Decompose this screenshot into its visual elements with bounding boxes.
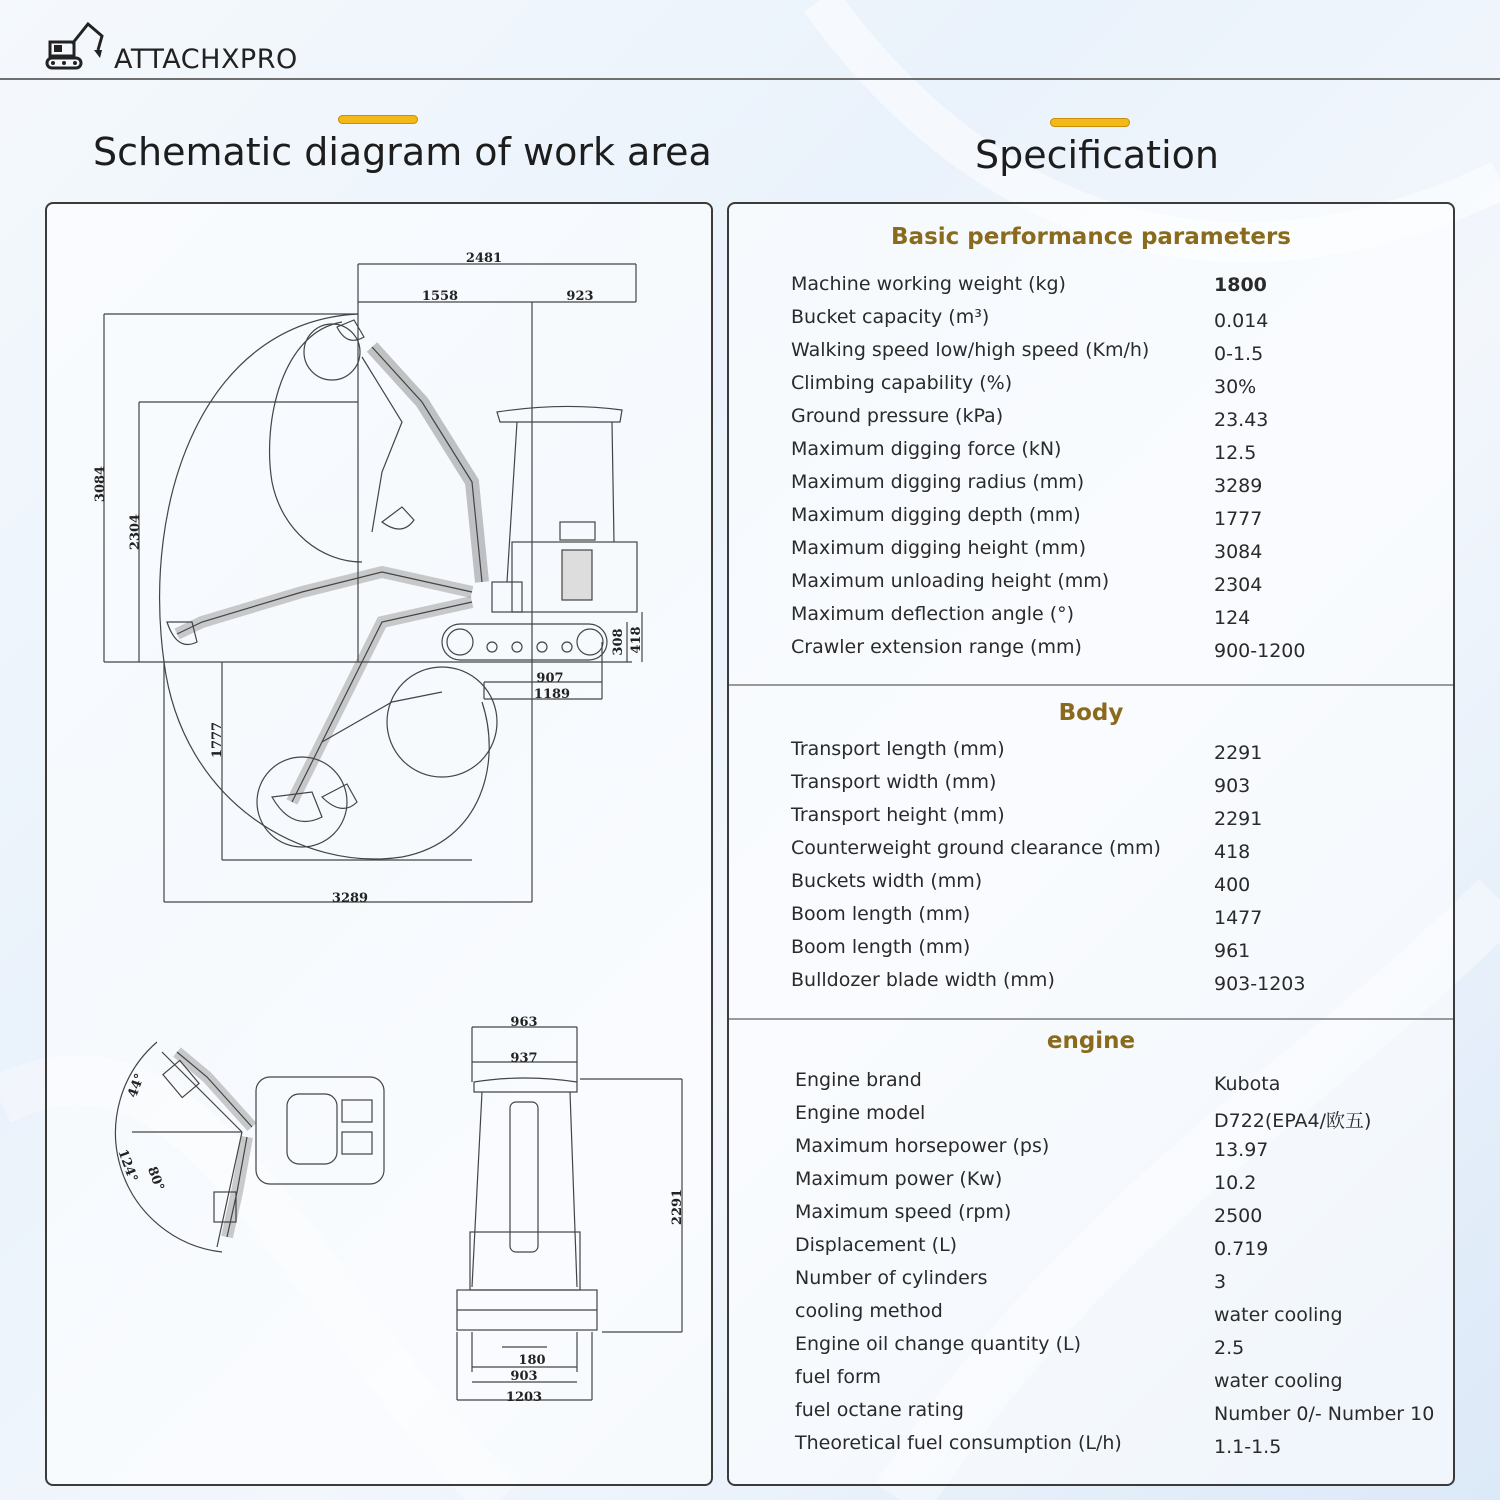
- spec-label: Maximum horsepower (ps): [795, 1135, 1050, 1157]
- spec-label: Engine model: [795, 1102, 926, 1124]
- spec-row: [729, 636, 1453, 669]
- angle-label: 44°: [125, 1071, 148, 1100]
- dim-label: 1189: [533, 687, 571, 702]
- right-title-accent: [1050, 118, 1130, 127]
- spec-row: [729, 1300, 1453, 1333]
- section-title-engine: engine: [1046, 1028, 1136, 1054]
- spec-row: [729, 903, 1453, 936]
- spec-label: Maximum speed (rpm): [795, 1201, 1012, 1223]
- dim-label: 180: [518, 1353, 546, 1368]
- spec-label: Maximum digging radius (mm): [791, 471, 1085, 493]
- spec-value: 3: [1214, 1271, 1227, 1293]
- spec-label: Climbing capability (%): [791, 372, 1013, 394]
- dim-label: 2291: [670, 1188, 685, 1226]
- spec-value: 10.2: [1214, 1172, 1257, 1194]
- excavator-icon: [44, 18, 106, 74]
- spec-row: [729, 969, 1453, 1002]
- spec-label: Buckets width (mm): [791, 870, 983, 892]
- dim-label: 963: [510, 1015, 538, 1030]
- dim-label: 418: [629, 626, 644, 654]
- spec-value: 418: [1214, 841, 1251, 863]
- spec-row: [729, 1135, 1453, 1168]
- spec-row: [729, 438, 1453, 471]
- spec-label: Transport width (mm): [791, 771, 997, 793]
- spec-label: Transport height (mm): [791, 804, 1005, 826]
- angle-label: 80°: [144, 1164, 167, 1193]
- spec-row: [729, 1432, 1453, 1465]
- spec-row: [729, 1267, 1453, 1300]
- spec-label: Boom length (mm): [791, 903, 971, 925]
- section-title-body: Body: [1058, 700, 1124, 726]
- spec-row: [729, 273, 1453, 306]
- spec-row: [729, 804, 1453, 837]
- spec-value: 13.97: [1214, 1139, 1269, 1161]
- spec-label: Number of cylinders: [795, 1267, 988, 1289]
- spec-label: Crawler extension range (mm): [791, 636, 1082, 658]
- spec-row: [729, 837, 1453, 870]
- spec-value: 1.1-1.5: [1214, 1436, 1282, 1458]
- spec-value: 124: [1214, 607, 1251, 629]
- spec-row: [729, 1168, 1453, 1201]
- spec-row: [729, 1201, 1453, 1234]
- spec-label: Theoretical fuel consumption (L/h): [795, 1432, 1122, 1454]
- dim-label: 937: [510, 1051, 538, 1066]
- spec-value: 23.43: [1214, 409, 1269, 431]
- spec-row: [729, 405, 1453, 438]
- spec-value: 2291: [1214, 808, 1263, 830]
- spec-label: Machine working weight (kg): [791, 273, 1066, 295]
- spec-label: Engine brand: [795, 1069, 922, 1091]
- spec-value: 0.719: [1214, 1238, 1269, 1260]
- spec-value: 2304: [1214, 574, 1263, 596]
- spec-label: fuel form: [795, 1366, 882, 1388]
- section-divider: [729, 1018, 1453, 1020]
- spec-value: 30%: [1214, 376, 1257, 398]
- spec-value: 903: [1214, 775, 1251, 797]
- spec-value: Number 0/- Number 10: [1214, 1403, 1435, 1425]
- spec-label: Counterweight ground clearance (mm): [791, 837, 1161, 859]
- spec-label: Maximum deflection angle (°): [791, 603, 1075, 625]
- spec-row: [729, 1234, 1453, 1267]
- spec-value: water cooling: [1214, 1304, 1343, 1326]
- spec-row: [729, 1399, 1453, 1432]
- schematic-panel: [45, 202, 713, 1486]
- spec-row: [729, 1333, 1453, 1366]
- spec-label: Maximum power (Kw): [795, 1168, 1003, 1190]
- dim-label: 308: [611, 628, 626, 656]
- spec-value: 1477: [1214, 907, 1263, 929]
- header: [0, 0, 1500, 80]
- spec-value: D722(EPA4/欧五): [1214, 1110, 1372, 1132]
- spec-row: [729, 339, 1453, 372]
- spec-value: 2500: [1214, 1205, 1263, 1227]
- spec-row: [729, 504, 1453, 537]
- spec-label: Displacement (L): [795, 1234, 958, 1256]
- spec-row: [729, 306, 1453, 339]
- spec-label: Transport length (mm): [791, 738, 1005, 760]
- specification-panel: [727, 202, 1455, 1486]
- spec-row: [729, 471, 1453, 504]
- spec-label: Engine oil change quantity (L): [795, 1333, 1082, 1355]
- spec-label: Bucket capacity (m³): [791, 306, 990, 328]
- spec-value: 12.5: [1214, 442, 1257, 464]
- spec-label: Walking speed low/high speed (Km/h): [791, 339, 1150, 361]
- header-divider: [0, 78, 1500, 80]
- spec-row: [729, 771, 1453, 804]
- spec-value: 900-1200: [1214, 640, 1306, 662]
- dim-label: 923: [566, 289, 594, 304]
- dim-label: 1777: [210, 721, 225, 759]
- spec-value: 2.5: [1214, 1337, 1245, 1359]
- spec-row: [729, 870, 1453, 903]
- spec-value: 903-1203: [1214, 973, 1306, 995]
- spec-value: Kubota: [1214, 1073, 1281, 1095]
- spec-value: 961: [1214, 940, 1251, 962]
- left-title: Schematic diagram of work area: [93, 130, 712, 174]
- dim-label: 903: [510, 1369, 538, 1384]
- spec-row: [729, 1366, 1453, 1399]
- spec-row: [729, 1069, 1453, 1102]
- spec-row: [729, 570, 1453, 603]
- spec-value: 400: [1214, 874, 1251, 896]
- spec-row: [729, 936, 1453, 969]
- spec-row: [729, 537, 1453, 570]
- left-title-accent: [338, 115, 418, 124]
- section-title-basic: Basic performance parameters: [891, 224, 1291, 250]
- dim-label: 3084: [93, 465, 108, 503]
- spec-value: 3289: [1214, 475, 1263, 497]
- dim-label: 3289: [331, 891, 369, 906]
- spec-value: 1800: [1214, 274, 1267, 296]
- dim-label: 2304: [128, 513, 143, 551]
- section-divider: [729, 684, 1453, 686]
- spec-label: Maximum digging depth (mm): [791, 504, 1081, 526]
- spec-label: Bulldozer blade width (mm): [791, 969, 1055, 991]
- spec-row: [729, 738, 1453, 771]
- spec-label: Boom length (mm): [791, 936, 971, 958]
- brand-name: ATTACHXPRO: [114, 44, 298, 75]
- spec-value: 1777: [1214, 508, 1263, 530]
- spec-label: Maximum digging force (kN): [791, 438, 1062, 460]
- spec-label: Ground pressure (kPa): [791, 405, 1004, 427]
- spec-label: fuel octane rating: [795, 1399, 964, 1421]
- dim-label: 907: [536, 671, 564, 686]
- spec-row: [729, 603, 1453, 636]
- spec-value: water cooling: [1214, 1370, 1343, 1392]
- spec-label: Maximum digging height (mm): [791, 537, 1086, 559]
- spec-row: [729, 372, 1453, 405]
- spec-label: cooling method: [795, 1300, 943, 1322]
- spec-value: 0-1.5: [1214, 343, 1264, 365]
- schematic-diagram: [47, 204, 711, 1484]
- dim-label: 1558: [421, 289, 459, 304]
- right-title: Specification: [975, 133, 1219, 177]
- dim-label: 1203: [505, 1390, 543, 1405]
- spec-row: [729, 1102, 1453, 1135]
- spec-value: 0.014: [1214, 310, 1269, 332]
- spec-value: 2291: [1214, 742, 1263, 764]
- spec-label: Maximum unloading height (mm): [791, 570, 1110, 592]
- angle-label: 124°: [114, 1147, 141, 1185]
- spec-value: 3084: [1214, 541, 1263, 563]
- dim-label: 2481: [465, 251, 503, 266]
